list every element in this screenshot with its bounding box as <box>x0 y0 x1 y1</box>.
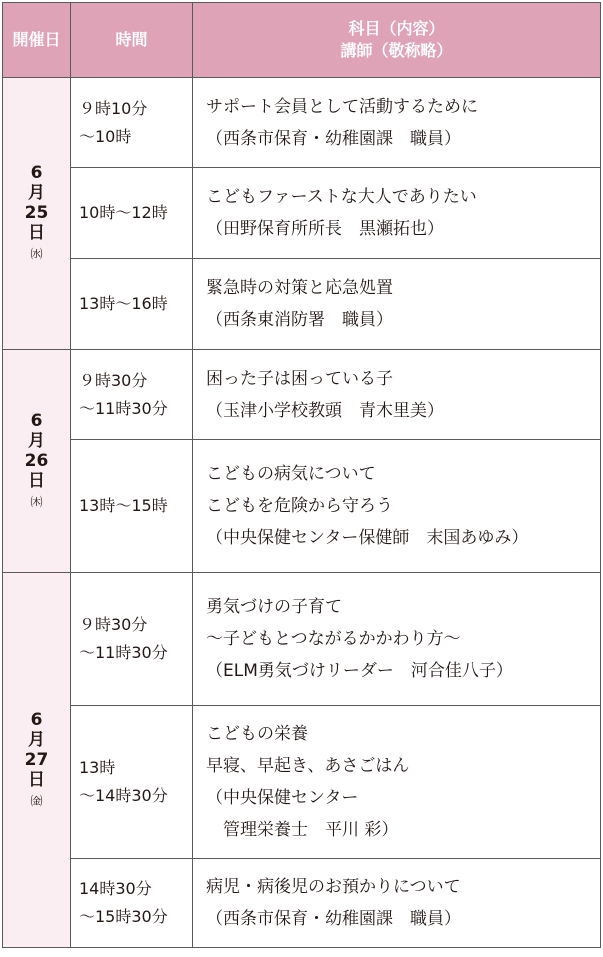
subject-cell <box>193 440 601 573</box>
time-cell <box>71 706 193 859</box>
subject-text: サポート会員として活動するために <box>206 96 478 117</box>
subject-text: こどもファーストな大人でありたい <box>206 187 477 207</box>
weekday-mark: ㈬ <box>30 247 43 261</box>
time-text: ９時30分 <box>79 370 148 390</box>
date-char: 日 <box>28 470 45 491</box>
weekday-mark: ㈮ <box>30 793 43 808</box>
date-vertical <box>3 163 70 264</box>
date-cell <box>3 350 71 573</box>
subject-text: 早寝、早起き、あさごはん <box>206 756 410 776</box>
date-char: 6 <box>30 709 43 730</box>
session-row <box>3 573 601 706</box>
subject-cell <box>193 168 601 259</box>
subject-text: 管理栄養士 平川 彩） <box>206 820 399 840</box>
time-text: ９時10分 <box>79 98 148 118</box>
header-date: 開催日 <box>3 3 71 78</box>
time-cell <box>71 440 193 573</box>
subject-cell <box>193 259 601 350</box>
subject-cell <box>193 859 601 948</box>
time-text: ９時30分 <box>79 615 148 634</box>
subject-text: （ELM勇気づけリーダー 河合佳八子） <box>206 661 513 681</box>
header-subject <box>193 3 601 78</box>
subject-text: （西条東消防署 職員） <box>206 310 393 330</box>
date-char: 日 <box>28 223 45 243</box>
subject-cell <box>193 78 601 168</box>
time-text: 10時～12時 <box>79 203 168 222</box>
session-row <box>3 706 601 859</box>
subject-text: （玉津小学校教頭 青木里美） <box>206 400 444 421</box>
date-char: 26 <box>24 450 49 471</box>
subject-text: （田野保育所所長 黒瀬拓也） <box>206 219 444 239</box>
date-char: 日 <box>28 769 45 790</box>
subject-text: こどもを危険から守ろう <box>206 496 393 516</box>
date-char: 月 <box>28 430 45 451</box>
header-time: 時間 <box>71 3 193 78</box>
subject-text: 緊急時の対策と応急処置 <box>206 278 393 298</box>
date-char: 月 <box>28 729 45 750</box>
subject-text: （中央保健センター保健師 末国あゆみ） <box>206 528 529 548</box>
session-row <box>3 350 601 440</box>
time-cell <box>71 859 193 948</box>
session-row <box>3 168 601 259</box>
subject-text: （西条市保育・幼稚園課 職員） <box>206 909 461 929</box>
date-char: 6 <box>30 410 43 431</box>
time-text: 13時 <box>79 758 116 777</box>
time-text: ～15時30分 <box>79 907 168 926</box>
time-cell <box>71 350 193 440</box>
session-row <box>3 859 601 948</box>
subject-text: 病児・病後児のお預かりについて <box>206 877 461 897</box>
date-char: 月 <box>28 183 45 203</box>
time-text: ～11時30分 <box>79 643 168 662</box>
subject-text: 勇気づけの子育て <box>206 597 342 617</box>
subject-text: こどもの栄養 <box>206 724 308 744</box>
session-row <box>3 440 601 573</box>
session-row <box>3 78 601 168</box>
date-char: 25 <box>24 203 49 223</box>
schedule-body <box>3 78 601 948</box>
time-text: ～10時 <box>79 126 132 146</box>
subject-text: ～子どもとつながるかかわり方～ <box>206 629 461 649</box>
subject-text: こどもの病気について <box>206 464 376 484</box>
subject-cell <box>193 573 601 706</box>
date-vertical <box>3 411 70 512</box>
date-cell <box>3 573 71 948</box>
time-text: ～11時30分 <box>79 398 168 418</box>
subject-text: 困った子は困っている子 <box>206 368 393 389</box>
time-text: 14時30分 <box>79 879 152 898</box>
subject-text: （西条市保育・幼稚園課 職員） <box>206 128 461 149</box>
date-char: 27 <box>24 749 49 770</box>
subject-text: （中央保健センター <box>206 788 359 808</box>
time-cell <box>71 78 193 168</box>
header-subject-line2: 講師（敬称略） <box>340 41 453 60</box>
schedule-table <box>2 2 601 948</box>
header-row <box>3 3 601 78</box>
date-vertical <box>3 710 70 811</box>
date-cell <box>3 78 71 350</box>
time-cell <box>71 573 193 706</box>
time-text: ～14時30分 <box>79 786 168 805</box>
time-text: 13時～15時 <box>79 496 168 515</box>
time-text: 13時～16時 <box>79 294 168 313</box>
header-subject-line1: 科目（内容） <box>348 19 445 38</box>
time-cell <box>71 168 193 259</box>
weekday-mark: ㈭ <box>30 494 43 509</box>
date-char: 6 <box>30 163 43 183</box>
time-cell <box>71 259 193 350</box>
session-row <box>3 259 601 350</box>
subject-cell <box>193 706 601 859</box>
subject-cell <box>193 350 601 440</box>
